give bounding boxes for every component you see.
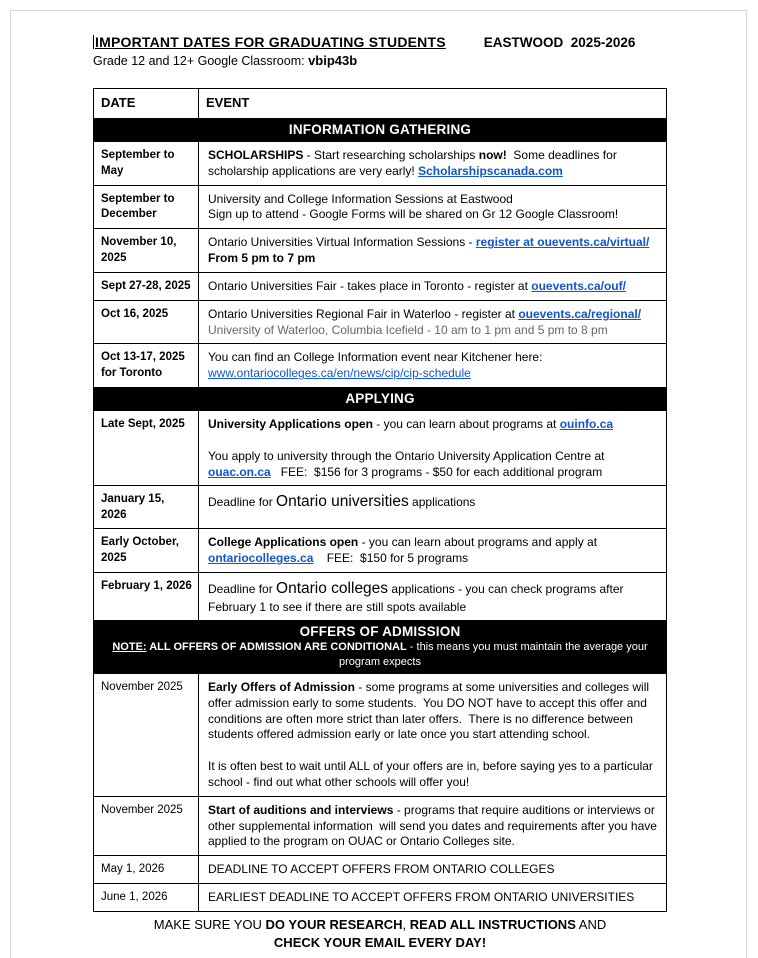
text-segment: You apply to university through the Ontario University Application Centre at [208, 448, 608, 463]
event-cell [199, 185, 667, 229]
date-cell: November 10, 2025 [94, 229, 199, 273]
table-row [94, 142, 667, 186]
link[interactable]: register at ouevents.ca/virtual/ [475, 235, 650, 250]
text-segment: It is often best to wait until ALL of your offers are in, before saying yes to a particular school - find out what other schools will offer you! [208, 759, 657, 789]
text-segment: EARLIEST DEADLINE TO ACCEPT OFFERS FROM ONTARIO UNIVERSITIES [208, 890, 635, 905]
text-segment: AND [575, 916, 607, 932]
event-cell [199, 856, 667, 884]
text-segment: - you can learn about programs and apply at [358, 535, 601, 550]
text-segment: CHECK YOUR EMAIL EVERY DAY! [273, 935, 487, 951]
column-header-event: EVENT [199, 89, 667, 119]
section-banner-cell [94, 119, 667, 142]
classroom-code: vbip43b [308, 53, 358, 68]
text-segment: - some programs at some universities and colleges will offer admission early to some students. You DO NOT have to accept this offer and conditions are often more strict than later offers. There is no difference between students offered admission early or late once you start attending school. [208, 679, 653, 742]
table-row [94, 486, 667, 529]
text-cursor [93, 35, 94, 49]
column-header-date: DATE [94, 89, 199, 119]
table-row [94, 673, 667, 796]
table-row [94, 185, 667, 229]
text-segment: Ontario colleges [276, 580, 389, 598]
text-segment: NOTE: [112, 641, 147, 654]
date-cell: Sept 27-28, 2025 [94, 272, 199, 300]
date-cell: May 1, 2026 [94, 856, 199, 884]
classroom-subtitle-prefix: Grade 12 and 12+ Google Classroom: [93, 54, 309, 68]
page-title: IMPORTANT DATES FOR GRADUATING STUDENTS [95, 34, 446, 50]
text-segment: Ontario Universities Fair - takes place in Toronto - register at [208, 278, 532, 293]
text-segment: - you can learn about programs at [372, 417, 560, 432]
date-cell: Early October, 2025 [94, 529, 199, 573]
section-title: INFORMATION GATHERING [288, 122, 472, 137]
table-row [94, 884, 667, 912]
text-segment: College Applications open [208, 535, 359, 550]
date-cell: Oct 16, 2025 [94, 300, 199, 344]
text-segment: Start of auditions and interviews [208, 802, 394, 817]
event-cell [199, 272, 667, 300]
section-banner-row [94, 621, 667, 674]
link[interactable]: ouinfo.ca [559, 417, 614, 432]
text-segment: - this means you must maintain the average your program expects [339, 641, 648, 668]
text-segment: University and College Information Sessions at Eastwood [208, 191, 513, 206]
event-cell [199, 300, 667, 344]
text-segment: READ ALL INSTRUCTIONS [409, 916, 576, 932]
text-segment: Early Offers of Admission [208, 679, 355, 694]
section-title: APPLYING [345, 391, 415, 407]
text-segment: applications - you can check programs after February 1 to see if there are still spots available [208, 582, 627, 614]
link[interactable]: ontariocolleges.ca [208, 551, 314, 566]
event-cell [199, 529, 667, 573]
event-cell [199, 344, 667, 388]
section-banner-cell [94, 621, 667, 674]
text-segment: Deadline for [208, 495, 277, 510]
text-segment: - programs that require auditions or interviews or other supplemental information will send you dates and requirements after you have applied to the program on OUAC or Ontario Colleges site. [208, 802, 661, 849]
section-banner-cell [94, 388, 667, 411]
event-cell [199, 673, 667, 796]
text-segment: SCHOLARSHIPS [208, 148, 304, 162]
classroom-subtitle [93, 53, 676, 68]
text-segment: Deadline for [208, 582, 277, 597]
date-cell: September to December [94, 185, 199, 229]
text-segment: MAKE SURE YOU [153, 916, 266, 932]
text-segment: DO YOUR RESEARCH [265, 916, 403, 932]
link[interactable]: www.ontariocolleges.ca/en/news/cip/cip-schedule [208, 366, 471, 381]
important-dates-table [93, 88, 667, 912]
date-cell: November 2025 [94, 673, 199, 796]
text-segment: DEADLINE TO ACCEPT OFFERS FROM ONTARIO COLLEGES [208, 862, 555, 877]
text-segment: University Applications open [208, 417, 373, 432]
section-title: OFFERS OF ADMISSION [299, 624, 461, 640]
link[interactable]: ouac.on.ca [208, 464, 271, 479]
link[interactable]: ouevents.ca/regional/ [518, 306, 642, 321]
text-segment: , [402, 916, 410, 932]
date-cell: February 1, 2026 [94, 573, 199, 621]
date-cell: September to May [94, 142, 199, 186]
text-segment: You can find an College Information event near Kitchener here: [208, 350, 543, 365]
date-cell: June 1, 2026 [94, 884, 199, 912]
document-header [93, 33, 676, 50]
table-row [94, 796, 667, 855]
text-segment: - Start researching scholarships [303, 148, 479, 162]
table-row [94, 272, 667, 300]
text-segment: FEE: $156 for 3 programs - $50 for each additional program [270, 464, 603, 479]
text-segment: Sign up to attend - Google Forms will be shared on Gr 12 Google Classroom! [208, 207, 619, 222]
school-year-label: EASTWOOD 2025-2026 [483, 35, 636, 50]
event-cell [199, 142, 667, 186]
event-cell [199, 884, 667, 912]
table-row [94, 229, 667, 273]
link[interactable]: ouevents.ca/ouf/ [531, 278, 626, 293]
text-segment: From 5 pm to 7 pm [208, 251, 316, 266]
table-row [94, 856, 667, 884]
table-row [94, 411, 667, 486]
table-header-row [94, 89, 667, 119]
section-banner-row [94, 119, 667, 142]
text-segment: applications [408, 495, 476, 510]
table-row [94, 300, 667, 344]
link[interactable]: Scholarshipscanada.com [418, 163, 563, 178]
text-segment: Some deadlines for scholarship applications are very early! [208, 148, 621, 178]
date-cell: Late Sept, 2025 [94, 411, 199, 486]
text-segment: Ontario universities [276, 493, 409, 511]
text-segment: University of Waterloo, Columbia Icefield - 10 am to 1 pm and 5 pm to 8 pm [208, 322, 608, 337]
section-banner-row [94, 388, 667, 411]
text-segment: FEE: $150 for 5 programs [313, 551, 469, 566]
text-segment: Ontario Universities Virtual Information Sessions - [208, 235, 476, 250]
table-row [94, 529, 667, 573]
section-note [100, 640, 660, 669]
event-cell [199, 486, 667, 529]
event-cell [199, 796, 667, 855]
date-cell: November 2025 [94, 796, 199, 855]
table-body [94, 119, 667, 912]
table-row [94, 573, 667, 621]
date-cell: January 15, 2026 [94, 486, 199, 529]
event-cell [199, 573, 667, 621]
document-page [10, 10, 747, 958]
text-segment: now! [478, 148, 507, 162]
date-cell: Oct 13-17, 2025 for Toronto [94, 344, 199, 388]
text-segment: ALL OFFERS OF ADMISSION ARE CONDITIONAL [146, 641, 407, 654]
event-cell [199, 411, 667, 486]
table-row [94, 344, 667, 388]
footer-message [93, 916, 667, 952]
text-segment: Ontario Universities Regional Fair in Waterloo - register at [208, 306, 519, 321]
event-cell [199, 229, 667, 273]
